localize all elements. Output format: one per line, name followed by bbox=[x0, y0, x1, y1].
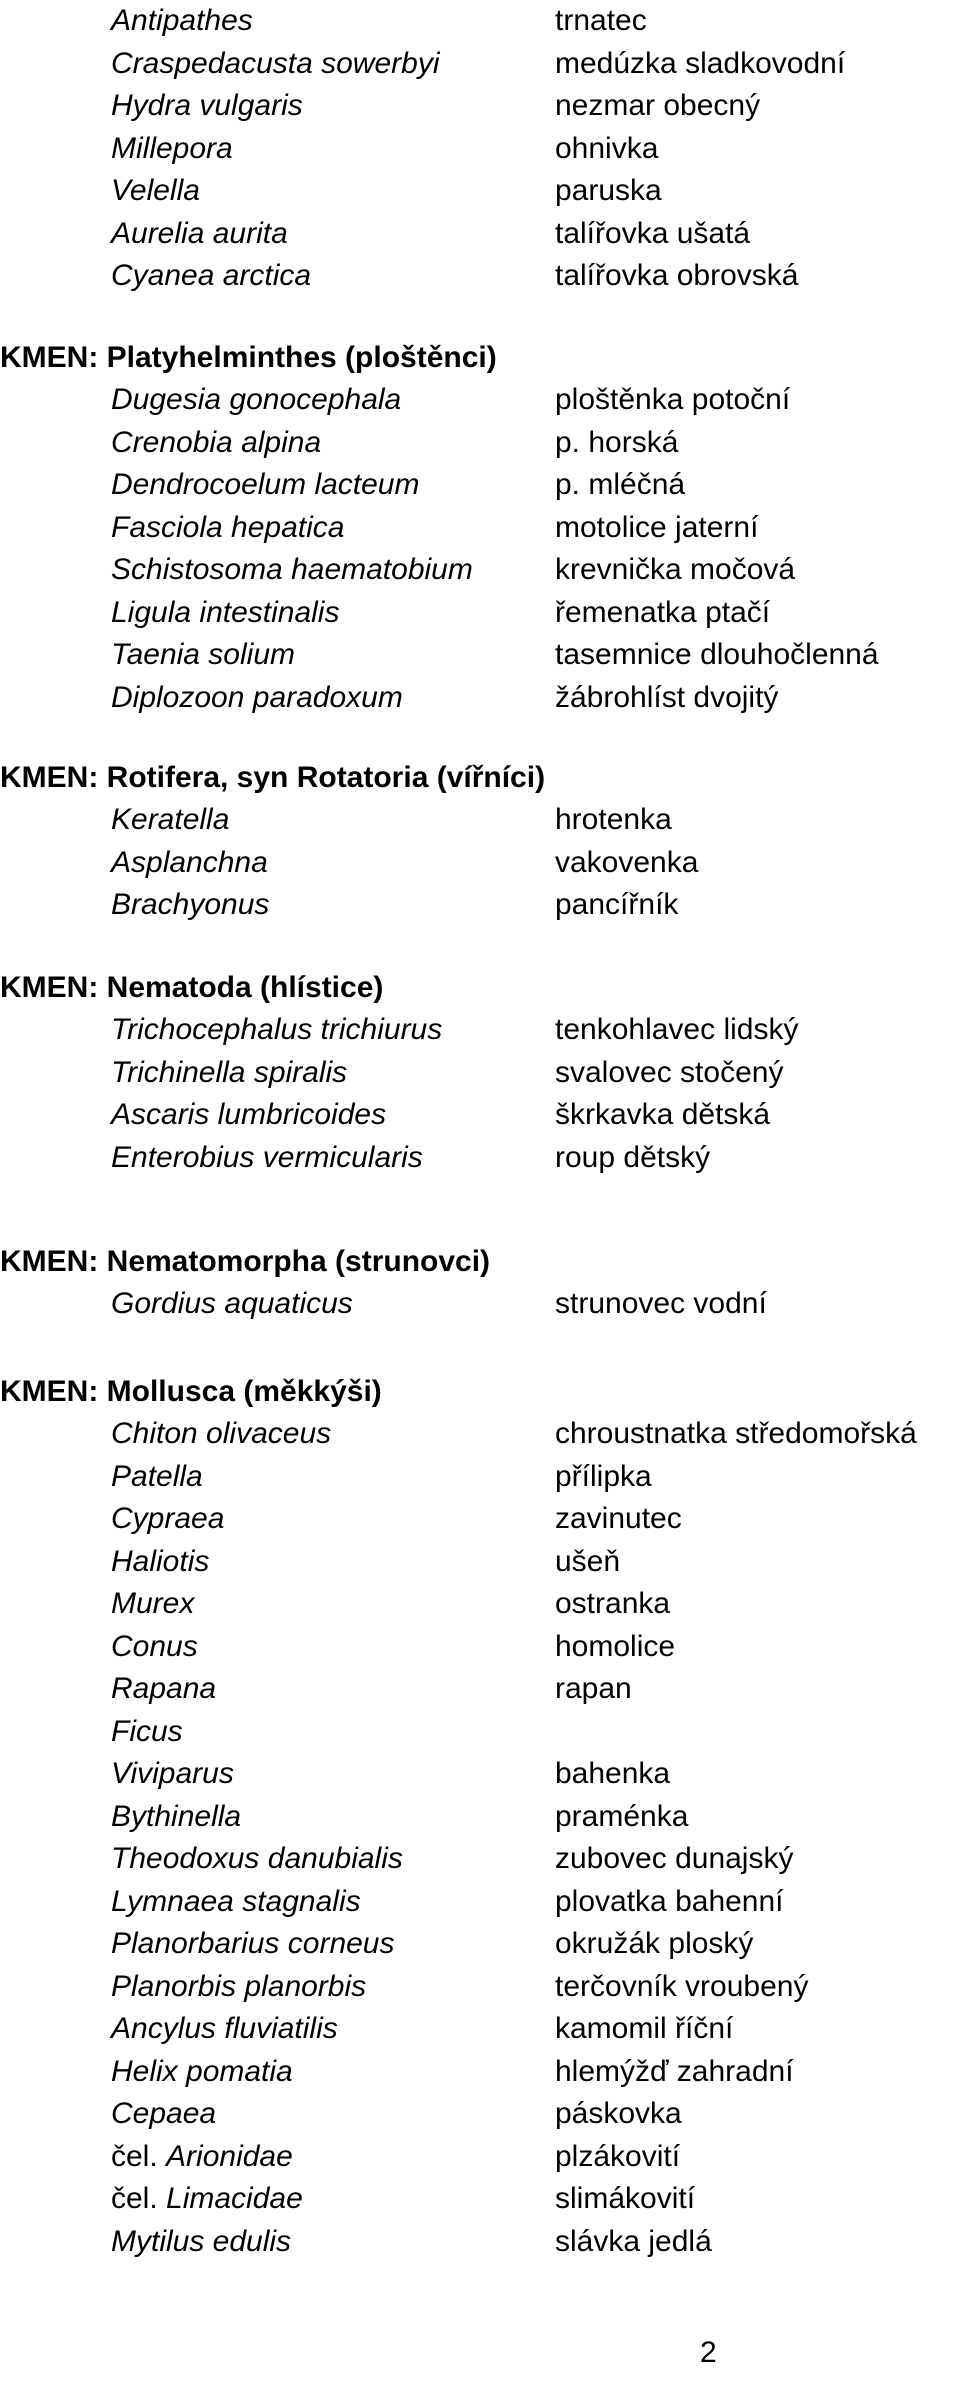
species-row bbox=[0, 2093, 960, 2136]
family-prefix: čel. bbox=[111, 2139, 167, 2173]
latin-name-text: Ancylus fluviatilis bbox=[111, 2012, 338, 2045]
czech-name: zavinutec bbox=[555, 1502, 682, 1535]
latin-name bbox=[111, 2178, 303, 2221]
czech-name: motolice jaterní bbox=[555, 510, 759, 544]
latin-name bbox=[111, 128, 233, 171]
species-row bbox=[0, 1456, 960, 1499]
czech-name: řemenatka ptačí bbox=[555, 595, 771, 629]
section-heading-nematomorpha: KMEN: Nematomorpha (strunovci) bbox=[0, 1245, 491, 1278]
latin-name-text: Dendrocoelum lacteum bbox=[111, 468, 420, 501]
czech-name: roup dětský bbox=[555, 1140, 711, 1174]
latin-name-text: Millepora bbox=[111, 131, 233, 165]
latin-name bbox=[111, 2136, 293, 2179]
czech-name: ohnivka bbox=[555, 131, 659, 165]
czech-name: plzákovití bbox=[555, 2139, 681, 2173]
czech-name: pancířník bbox=[555, 888, 679, 921]
species-row bbox=[0, 1753, 960, 1796]
latin-name-text: Keratella bbox=[111, 803, 230, 836]
latin-name bbox=[111, 1413, 331, 1456]
species-row bbox=[0, 2178, 960, 2221]
czech-name: přílipka bbox=[555, 1459, 652, 1493]
czech-name: homolice bbox=[555, 1629, 676, 1663]
latin-name-text: Limacidae bbox=[166, 2182, 303, 2215]
czech-name: tenkohlavec lidský bbox=[555, 1013, 799, 1046]
latin-name-text: Cypraea bbox=[111, 1502, 225, 1535]
species-row bbox=[0, 422, 960, 465]
latin-name bbox=[111, 170, 200, 213]
latin-name bbox=[111, 85, 303, 128]
czech-name: trnatec bbox=[555, 4, 647, 37]
family-prefix: čel. bbox=[111, 2182, 167, 2215]
species-row bbox=[0, 634, 960, 677]
section-cnidaria bbox=[0, 0, 960, 298]
species-row bbox=[0, 1052, 960, 1095]
latin-name bbox=[111, 464, 419, 507]
latin-name-text: Lymnaea stagnalis bbox=[111, 1884, 361, 1918]
section-mollusca bbox=[0, 1413, 960, 2263]
czech-name: rapan bbox=[555, 1672, 632, 1705]
latin-name bbox=[111, 1796, 241, 1839]
species-row bbox=[0, 592, 960, 635]
species-row bbox=[0, 2221, 960, 2264]
latin-name-text: Gordius aquaticus bbox=[111, 1287, 353, 1320]
species-row bbox=[0, 507, 960, 550]
latin-name bbox=[111, 2221, 291, 2264]
latin-name-text: Enterobius vermicularis bbox=[111, 1140, 423, 1174]
latin-name bbox=[111, 1283, 353, 1326]
latin-name bbox=[111, 677, 403, 720]
latin-name bbox=[111, 2008, 338, 2051]
latin-name-text: Murex bbox=[111, 1587, 195, 1620]
latin-name-text: Diplozoon paradoxum bbox=[111, 680, 403, 714]
czech-name: chroustnatka středomořská bbox=[555, 1417, 917, 1450]
species-row bbox=[0, 842, 960, 885]
czech-name: praménka bbox=[555, 1799, 689, 1833]
species-row bbox=[0, 1838, 960, 1881]
species-row bbox=[0, 1137, 960, 1180]
czech-name: p. mléčná bbox=[555, 468, 686, 501]
czech-name: páskovka bbox=[555, 2097, 682, 2130]
czech-name: talířovka obrovská bbox=[555, 259, 799, 292]
latin-name-text: Ficus bbox=[111, 1714, 183, 1748]
species-row bbox=[0, 255, 960, 298]
latin-name bbox=[111, 592, 339, 635]
czech-name: svalovec stočený bbox=[555, 1055, 784, 1089]
latin-name-text: Cepaea bbox=[111, 2097, 217, 2130]
latin-name-text: Rapana bbox=[111, 1672, 217, 1705]
latin-name-text: Craspedacusta sowerbyi bbox=[111, 46, 440, 80]
latin-name-text: Cyanea arctica bbox=[111, 259, 312, 292]
czech-name: okružák ploský bbox=[555, 1927, 754, 1960]
czech-name: bahenka bbox=[555, 1757, 671, 1790]
czech-name: medúzka sladkovodní bbox=[555, 46, 846, 80]
latin-name bbox=[111, 884, 269, 927]
species-row bbox=[0, 0, 960, 43]
czech-name: hrotenka bbox=[555, 803, 672, 836]
czech-name: ušeň bbox=[555, 1544, 621, 1578]
latin-name bbox=[111, 507, 344, 550]
species-row bbox=[0, 2051, 960, 2094]
latin-name-text: Antipathes bbox=[111, 4, 253, 37]
czech-name: ostranka bbox=[555, 1587, 671, 1620]
species-row bbox=[0, 2136, 960, 2179]
latin-name-text: Trichocephalus trichiurus bbox=[111, 1013, 443, 1046]
species-row bbox=[0, 1966, 960, 2009]
czech-name: terčovník vroubený bbox=[555, 1969, 809, 2003]
section-platyhelminthes bbox=[0, 379, 960, 719]
latin-name bbox=[111, 1966, 366, 2009]
section-rotifera bbox=[0, 799, 960, 927]
czech-name: nezmar obecný bbox=[555, 89, 761, 122]
latin-name-text: Planorbarius corneus bbox=[111, 1927, 395, 1960]
latin-name-text: Theodoxus danubialis bbox=[111, 1842, 403, 1875]
latin-name bbox=[111, 255, 311, 298]
latin-name bbox=[111, 634, 295, 677]
czech-name: paruska bbox=[555, 174, 662, 207]
latin-name-text: Chiton olivaceus bbox=[111, 1417, 332, 1450]
species-row bbox=[0, 677, 960, 720]
species-row bbox=[0, 170, 960, 213]
latin-name-text: Taenia solium bbox=[111, 638, 295, 671]
latin-name-text: Mytilus edulis bbox=[111, 2224, 292, 2258]
species-row bbox=[0, 1498, 960, 1541]
section-nematoda bbox=[0, 1009, 960, 1179]
czech-name: slimákovití bbox=[555, 2182, 696, 2215]
czech-name: plovatka bahenní bbox=[555, 1884, 784, 1918]
latin-name bbox=[111, 799, 229, 842]
species-row bbox=[0, 549, 960, 592]
section-nematomorpha bbox=[0, 1283, 960, 1326]
czech-name: kamomil říční bbox=[555, 2012, 734, 2045]
latin-name-text: Ligula intestinalis bbox=[111, 595, 340, 629]
latin-name bbox=[111, 0, 253, 43]
latin-name-text: Velella bbox=[111, 174, 200, 207]
czech-name: strunovec vodní bbox=[555, 1287, 767, 1320]
species-row bbox=[0, 1711, 960, 1754]
latin-name bbox=[111, 1094, 386, 1137]
latin-name-text: Haliotis bbox=[111, 1544, 210, 1578]
latin-name bbox=[111, 1881, 361, 1924]
species-row bbox=[0, 1283, 960, 1326]
czech-name: zubovec dunajský bbox=[555, 1842, 794, 1875]
latin-name bbox=[111, 842, 268, 885]
latin-name bbox=[111, 1753, 234, 1796]
czech-name: krevnička močová bbox=[555, 553, 796, 586]
species-row bbox=[0, 1923, 960, 1966]
czech-name: hlemýžď zahradní bbox=[555, 2054, 794, 2088]
species-row bbox=[0, 1668, 960, 1711]
species-row bbox=[0, 1796, 960, 1839]
latin-name-text: Planorbis planorbis bbox=[111, 1969, 367, 2003]
czech-name: p. horská bbox=[555, 425, 679, 459]
latin-name bbox=[111, 379, 401, 422]
latin-name bbox=[111, 1137, 423, 1180]
latin-name-text: Viviparus bbox=[111, 1757, 234, 1790]
latin-name bbox=[111, 1498, 224, 1541]
latin-name bbox=[111, 2051, 293, 2094]
latin-name bbox=[111, 1456, 203, 1499]
latin-name-text: Schistosoma haematobium bbox=[111, 553, 473, 586]
species-row bbox=[0, 799, 960, 842]
czech-name: slávka jedlá bbox=[555, 2224, 712, 2258]
species-row bbox=[0, 379, 960, 422]
latin-name bbox=[111, 422, 321, 465]
latin-name-text: Asplanchna bbox=[111, 845, 268, 879]
latin-name bbox=[111, 1711, 183, 1754]
latin-name bbox=[111, 1583, 194, 1626]
species-row bbox=[0, 2008, 960, 2051]
species-row bbox=[0, 1583, 960, 1626]
species-row bbox=[0, 213, 960, 256]
species-row bbox=[0, 1413, 960, 1456]
species-row bbox=[0, 464, 960, 507]
latin-name-text: Arionidae bbox=[166, 2139, 293, 2173]
czech-name: ploštěnka potoční bbox=[555, 383, 791, 416]
latin-name bbox=[111, 1923, 395, 1966]
latin-name-text: Aurelia aurita bbox=[111, 216, 288, 250]
latin-name-text: Bythinella bbox=[111, 1799, 242, 1833]
latin-name-text: Conus bbox=[111, 1629, 198, 1663]
species-row bbox=[0, 1094, 960, 1137]
latin-name-text: Helix pomatia bbox=[111, 2054, 293, 2088]
species-row bbox=[0, 884, 960, 927]
latin-name-text: Dugesia gonocephala bbox=[111, 383, 402, 416]
latin-name bbox=[111, 1052, 347, 1095]
section-heading-platyhelminthes: KMEN: Platyhelminthes (ploštěnci) bbox=[0, 341, 497, 374]
page-number: 2 bbox=[700, 2336, 717, 2369]
czech-name: žábrohlíst dvojitý bbox=[555, 680, 779, 714]
latin-name-text: Brachyonus bbox=[111, 888, 270, 921]
latin-name-text: Ascaris lumbricoides bbox=[111, 1098, 387, 1131]
species-row bbox=[0, 128, 960, 171]
latin-name-text: Fasciola hepatica bbox=[111, 510, 345, 544]
species-row bbox=[0, 1626, 960, 1669]
section-heading-rotifera: KMEN: Rotifera, syn Rotatoria (vířníci) bbox=[0, 761, 546, 794]
czech-name: tasemnice dlouhočlenná bbox=[555, 638, 879, 671]
latin-name-text: Crenobia alpina bbox=[111, 425, 322, 459]
latin-name-text: Hydra vulgaris bbox=[111, 89, 303, 122]
czech-name: talířovka ušatá bbox=[555, 216, 751, 250]
section-heading-mollusca: KMEN: Mollusca (měkkýši) bbox=[0, 1375, 382, 1408]
section-heading-nematoda: KMEN: Nematoda (hlístice) bbox=[0, 971, 384, 1004]
latin-name bbox=[111, 2093, 216, 2136]
species-row bbox=[0, 1541, 960, 1584]
latin-name bbox=[111, 1626, 198, 1669]
latin-name bbox=[111, 1541, 209, 1584]
latin-name bbox=[111, 1009, 442, 1052]
species-row bbox=[0, 1881, 960, 1924]
latin-name bbox=[111, 549, 473, 592]
latin-name bbox=[111, 1668, 216, 1711]
latin-name-text: Trichinella spiralis bbox=[111, 1055, 348, 1089]
species-row bbox=[0, 85, 960, 128]
czech-name: vakovenka bbox=[555, 845, 699, 879]
latin-name bbox=[111, 43, 440, 86]
latin-name bbox=[111, 213, 288, 256]
latin-name bbox=[111, 1838, 403, 1881]
species-row bbox=[0, 1009, 960, 1052]
latin-name-text: Patella bbox=[111, 1459, 203, 1493]
czech-name: škrkavka dětská bbox=[555, 1098, 771, 1131]
species-row bbox=[0, 43, 960, 86]
